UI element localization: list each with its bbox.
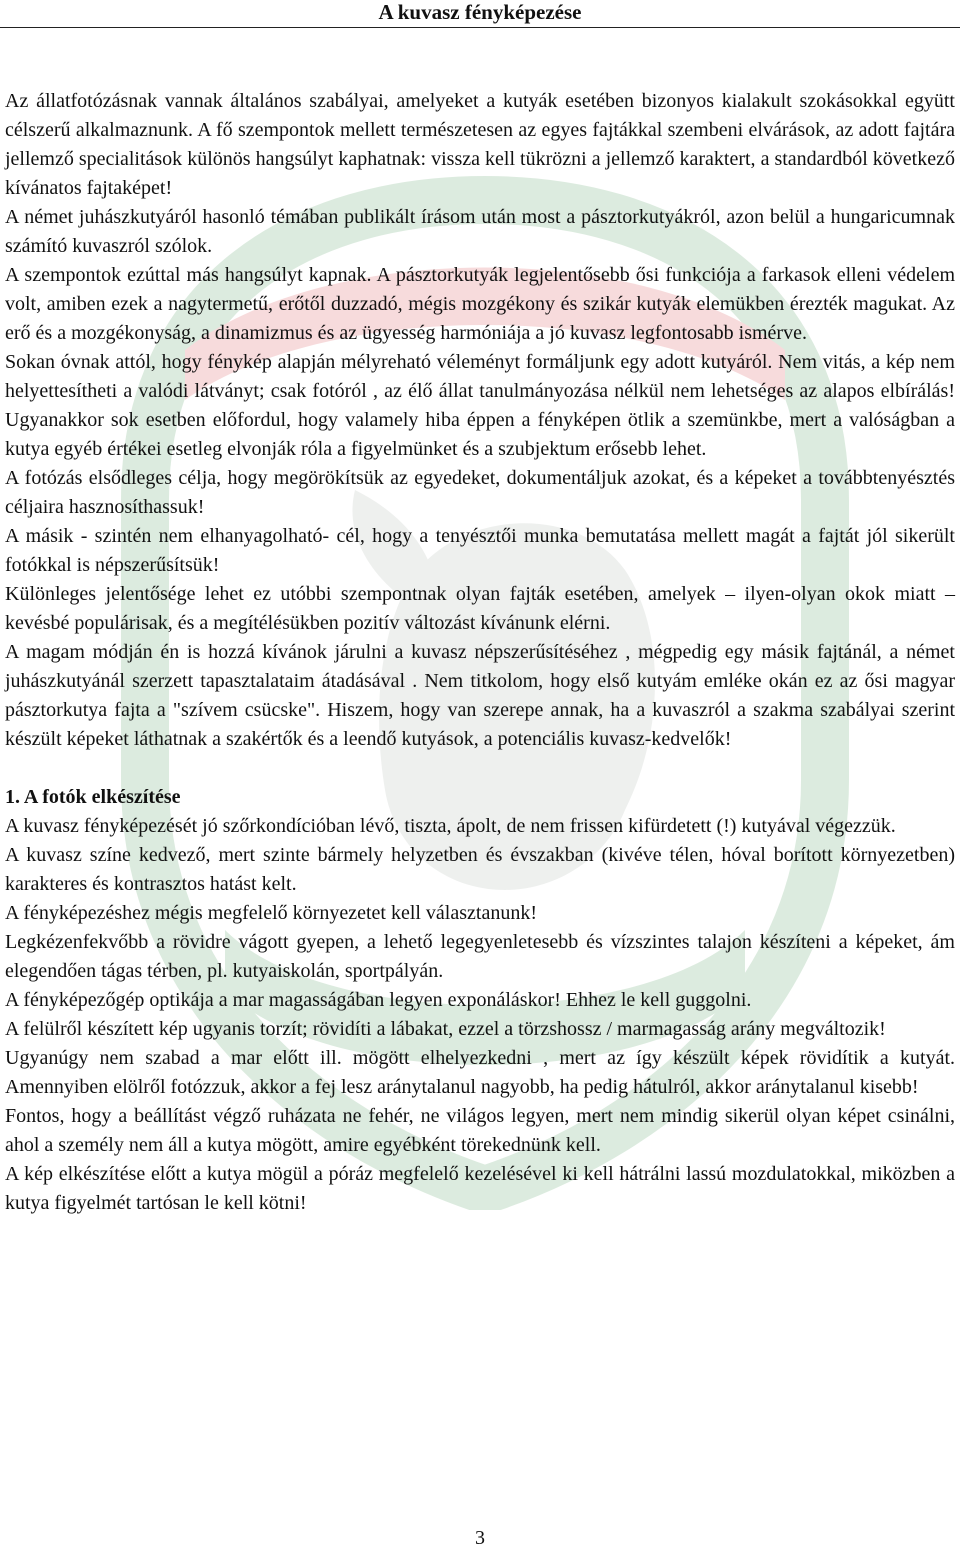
- paragraph: A német juhászkutyáról hasonló témában publikált írásom után most a pásztorkutyákról, azon belül a hungaricumnak számító kuvaszról szólok.: [5, 206, 955, 257]
- paragraph: A másik - szintén nem elhanyagolható- cél, hogy a tenyésztői munka bemutatása mellett magát a fajtát jól sikerült fotókkal is népszerűsítsük!: [5, 525, 955, 576]
- page-number: 3: [475, 1527, 485, 1549]
- section-paragraph: A kép elkészítése előtt a kutya mögül a póráz megfelelő kezelésével ki kell hátrálni lassú mozdulatokkal, miközben a kutya figyelmét tartósan le kell kötni!: [5, 1163, 955, 1214]
- paragraph: Az állatfotózásnak vannak általános szabályai, amelyeket a kutyák esetében bizonyos kialakult szokásokkal együtt célszerű alkalmaznunk. A fő szempontok mellett természetesen az egyes fajtákkal szembeni elvárások, az adott fajtára jellemző specialitások különös hangsúlyt kaphatnak: vissza kell tükrözni a jellemző karaktert, a standardból következő kívánatos fajtaképet!: [5, 90, 955, 199]
- section-paragraph: A felülről készített kép ugyanis torzít; rövidíti a lábakat, ezzel a törzshossz / marmagasság arány megváltozik!: [5, 1018, 886, 1040]
- document-body: [5, 87, 955, 1218]
- section-heading: 1. A fotók elkészítése: [5, 786, 181, 808]
- section-paragraph: A kuvasz színe kedvező, mert szinte bármely helyzetben és évszakban (kivéve télen, hóval borított környezetben) karakteres és kontrasztos hatást kelt.: [5, 844, 955, 895]
- paragraph: A szempontok ezúttal más hangsúlyt kapnak. A pásztorkutyák legjelentősebb ősi funkciója a farkasok elleni védelem volt, amiben ezek a nagytermetű, erőtől duzzadó, mégis mozgékony és szikár kutyák elemükben érezték magukat. Az erő és a mozgékonyság, a dinamizmus és az ügyesség harmóniája a jó kuvasz legfontosabb ismérve.: [5, 264, 955, 344]
- paragraph: A magam módján én is hozzá kívánok járulni a kuvasz népszerűsítéséhez , mégpedig egy másik fajtánál, a német juhászkutyánál szerzett tapasztalataim átadásával . Nem titkolom, hogy első kutyám emléke okán ez az ősi magyar pásztorkutya fajta a "szívem csücske". Hiszem, hogy van szerepe annak, ha a kuvaszról a szakma szabályai szerint készült képeket láthatnak a szakértők és a leendő kutyások, a potenciális kuvasz-kedvelők!: [5, 641, 955, 750]
- section-paragraph: Fontos, hogy a beállítást végző ruházata ne fehér, ne világos legyen, mert nem mindig sikerül olyan képet csinálni, ahol a személy nem áll a kutya mögött, amire egyébként törekednünk kell.: [5, 1105, 955, 1156]
- section-paragraph: A fényképezőgép optikája a mar magasságában legyen exponáláskor! Ehhez le kell guggolni.: [5, 989, 752, 1011]
- paragraph: Sokan óvnak attól, hogy fénykép alapján mélyreható véleményt formáljunk egy adott kutyáról. Nem vitás, a kép nem helyettesítheti a valódi látványt; csak fotóról , az élő állat tanulmányozása nélkül nem lehetséges az alapos elbírálás! Ugyanakkor sok esetben előfordul, hogy valamely hiba éppen a fényképen ötlik a szemünkbe, mert a valóságban a kutya egyéb értékei esetleg elvonják róla a figyelmünket és a szubjektum erősebb lehet.: [5, 351, 955, 460]
- paragraph: Különleges jelentősége lehet ez utóbbi szempontnak olyan fajták esetében, amelyek – ilyen-olyan okok miatt – kevésbé populárisak, és a megítélésükben pozitív változást kívánunk elérni.: [5, 583, 955, 634]
- page-title: A kuvasz fényképezése: [0, 0, 960, 28]
- section-paragraph: A fényképezéshez mégis megfelelő környezetet kell választanunk!: [5, 902, 537, 924]
- section-paragraph: Legkézenfekvőbb a rövidre vágott gyepen, a lehető legegyenletesebb és vízszintes talajon készíteni a képeket, ám elegendően tágas térben, pl. kutyaiskolán, sportpályán.: [5, 931, 955, 982]
- section-paragraph: A kuvasz fényképezését jó szőrkondícióban lévő, tiszta, ápolt, de nem frissen kifürdetett (!) kutyával végezzük.: [5, 815, 896, 837]
- paragraph: A fotózás elsődleges célja, hogy megörökítsük az egyedeket, dokumentáljuk azokat, és a képeket a továbbtenyésztés céljaira hasznosíthassuk!: [5, 467, 955, 518]
- section-paragraph: Ugyanúgy nem szabad a mar előtt ill. mögött elhelyezkedni , mert az így készült képek rövidítik a kutyát. Amennyiben elölről fotózzuk, akkor a fej lesz aránytalanul nagyobb, ha pedig hátulról, akkor aránytalanul kisebb!: [5, 1047, 955, 1098]
